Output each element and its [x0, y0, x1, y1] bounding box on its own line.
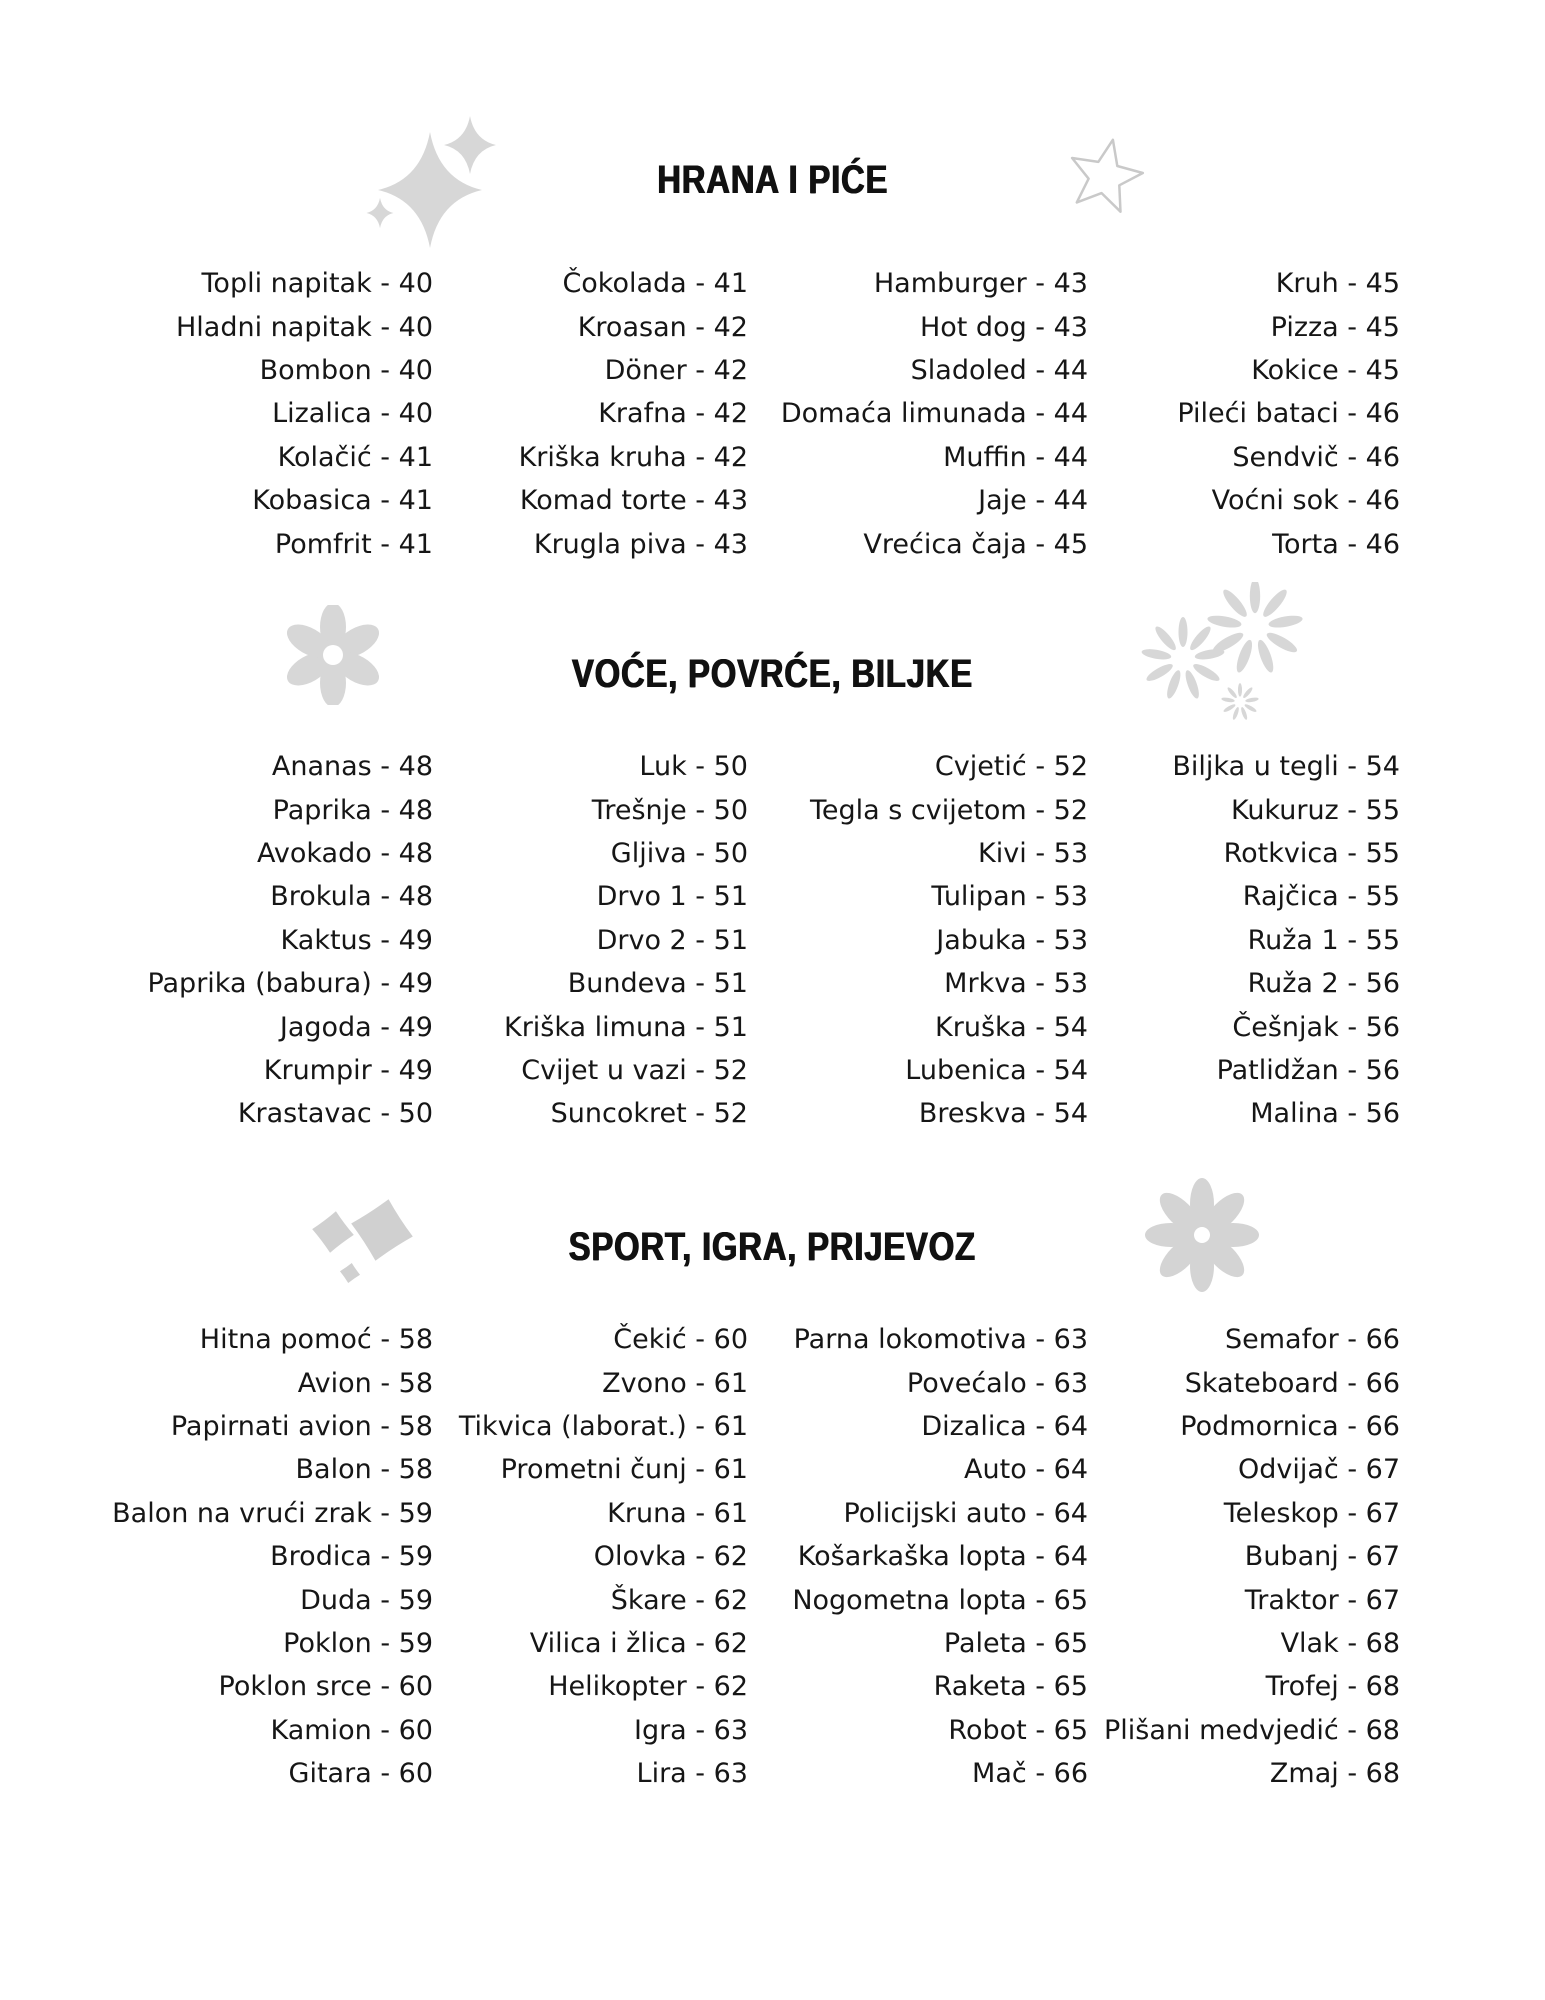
toc-entry: Avokado - 48 [256, 837, 433, 869]
toc-entry: Avion - 58 [297, 1367, 433, 1399]
toc-entry: Gitara - 60 [288, 1758, 433, 1790]
toc-entry: Drvo 2 - 51 [596, 924, 748, 956]
toc-entry: Trešnje - 50 [591, 794, 748, 826]
toc-entry: Biljka u tegli - 54 [1172, 751, 1400, 783]
toc-entry: Tegla s cvijetom - 52 [809, 794, 1088, 826]
toc-entry: Sendvič - 46 [1232, 441, 1400, 473]
toc-entry: Gljiva - 50 [610, 837, 748, 869]
toc-entry: Tulipan - 53 [931, 881, 1088, 913]
toc-column [748, 262, 1088, 566]
toc-entry: Krumpir - 49 [263, 1054, 433, 1086]
toc-entry: Topli napitak - 40 [201, 268, 433, 300]
toc-entry: Komad torte - 43 [519, 485, 748, 517]
section-title-text: VOĆE, POVRĆE, BILJKE [572, 652, 973, 696]
toc-column [433, 745, 748, 1136]
toc-entry: Košarkaška lopta - 64 [797, 1541, 1088, 1573]
toc-entry: Döner - 42 [604, 354, 748, 386]
toc-entry: Kokice - 45 [1251, 354, 1400, 386]
toc-entry: Vrećica čaja - 45 [863, 528, 1088, 560]
toc-entry: Bubanj - 67 [1244, 1541, 1400, 1573]
toc-entry: Poklon srce - 60 [218, 1671, 433, 1703]
toc-column [433, 1318, 748, 1795]
toc-entry: Rajčica - 55 [1242, 881, 1400, 913]
toc-entry: Kukuruz - 55 [1230, 794, 1400, 826]
toc-entry: Brodica - 59 [270, 1541, 433, 1573]
toc-entry: Poklon - 59 [283, 1627, 433, 1659]
toc-entry: Kobasica - 41 [252, 485, 433, 517]
toc-entry: Odvijač - 67 [1237, 1454, 1400, 1486]
toc-column [748, 1318, 1088, 1795]
toc-entry: Sladoled - 44 [910, 354, 1088, 386]
toc-entry: Pomfrit - 41 [274, 528, 433, 560]
toc-entry: Semafor - 66 [1225, 1324, 1400, 1356]
toc-column [1088, 1318, 1400, 1795]
toc-entry: Skateboard - 66 [1184, 1367, 1400, 1399]
toc-entry: Muffin - 44 [943, 441, 1088, 473]
toc-entry: Kivi - 53 [978, 837, 1088, 869]
toc-entry: Duda - 59 [300, 1584, 433, 1616]
toc-entry: Plišani medvjedić - 68 [1104, 1714, 1400, 1746]
toc-column [1088, 745, 1400, 1136]
toc-entry: Luk - 50 [639, 751, 748, 783]
toc-entry: Olovka - 62 [593, 1541, 748, 1573]
toc-entry: Lizalica - 40 [272, 398, 433, 430]
toc-entry: Pizza - 45 [1270, 311, 1400, 343]
toc-entry: Cvijet u vazi - 52 [521, 1054, 748, 1086]
toc-entry: Jaje - 44 [978, 485, 1088, 517]
toc-entry: Parna lokomotiva - 63 [793, 1324, 1088, 1356]
section-title-sport-igra-prijevoz [0, 1225, 1545, 1269]
toc-entry: Paprika - 48 [272, 794, 433, 826]
toc-entry: Dizalica - 64 [921, 1410, 1088, 1442]
toc-entry: Balon - 58 [295, 1454, 433, 1486]
toc-entry: Rotkvica - 55 [1223, 837, 1400, 869]
toc-entry: Vilica i žlica - 62 [529, 1627, 748, 1659]
toc-entry: Vlak - 68 [1280, 1627, 1400, 1659]
toc-entry: Jabuka - 53 [936, 924, 1088, 956]
section-title-text: SPORT, IGRA, PRIJEVOZ [568, 1225, 977, 1269]
toc-entry: Voćni sok - 46 [1211, 485, 1400, 517]
toc-entry: Trofej - 68 [1265, 1671, 1400, 1703]
toc-entry: Hladni napitak - 40 [175, 311, 433, 343]
toc-entry: Kolačić - 41 [277, 441, 433, 473]
toc-entry: Malina - 56 [1250, 1098, 1400, 1130]
toc-entry: Kruh - 45 [1275, 268, 1400, 300]
toc-entry: Bundeva - 51 [567, 968, 748, 1000]
toc-entry: Krafna - 42 [598, 398, 748, 430]
toc-entry: Domaća limunada - 44 [780, 398, 1088, 430]
toc-entry: Zvono - 61 [602, 1367, 748, 1399]
section-title-voce-povrce-biljke [0, 652, 1545, 696]
toc-entry: Povećalo - 63 [906, 1367, 1088, 1399]
toc-entry: Torta - 46 [1272, 528, 1400, 560]
toc-column [433, 262, 748, 566]
toc-entry: Hamburger - 43 [873, 268, 1088, 300]
toc-entry: Paprika (babura) - 49 [147, 968, 433, 1000]
toc-entry: Hot dog - 43 [919, 311, 1088, 343]
toc-entry: Kamion - 60 [270, 1714, 433, 1746]
toc-entry: Jagoda - 49 [279, 1011, 433, 1043]
toc-entry: Prometni čunj - 61 [500, 1454, 748, 1486]
toc-entry: Zmaj - 68 [1269, 1758, 1400, 1790]
toc-column [748, 745, 1088, 1136]
toc-entry: Kruška - 54 [935, 1011, 1088, 1043]
toc-grid-voce-povrce-biljke [95, 745, 1400, 1136]
toc-entry: Helikopter - 62 [548, 1671, 748, 1703]
section-title-hrana-i-pice [0, 158, 1545, 202]
toc-entry: Kruna - 61 [607, 1497, 748, 1529]
toc-entry: Ruža 2 - 56 [1247, 968, 1400, 1000]
toc-entry: Ananas - 48 [271, 751, 433, 783]
toc-entry: Robot - 65 [948, 1714, 1088, 1746]
toc-column [1088, 262, 1400, 566]
toc-entry: Češnjak - 56 [1232, 1011, 1400, 1043]
toc-entry: Teleskop - 67 [1223, 1497, 1400, 1529]
toc-entry: Kriška limuna - 51 [503, 1011, 748, 1043]
toc-column [95, 1318, 433, 1795]
toc-entry: Drvo 1 - 51 [596, 881, 748, 913]
toc-entry: Pileći bataci - 46 [1177, 398, 1400, 430]
toc-entry: Policijski auto - 64 [843, 1497, 1088, 1529]
toc-entry: Tikvica (laborat.) - 61 [458, 1410, 748, 1442]
toc-entry: Čokolada - 41 [562, 268, 748, 300]
toc-entry: Krugla piva - 43 [533, 528, 748, 560]
toc-grid-sport-igra-prijevoz [95, 1318, 1400, 1795]
toc-entry: Lira - 63 [636, 1758, 748, 1790]
toc-entry: Mrkva - 53 [944, 968, 1088, 1000]
toc-entry: Raketa - 65 [933, 1671, 1088, 1703]
toc-entry: Čekić - 60 [613, 1324, 748, 1356]
toc-grid-hrana-i-pice [95, 262, 1400, 566]
toc-entry: Hitna pomoć - 58 [199, 1324, 433, 1356]
toc-entry: Traktor - 67 [1244, 1584, 1400, 1616]
toc-entry: Lubenica - 54 [905, 1054, 1088, 1086]
toc-entry: Kroasan - 42 [577, 311, 748, 343]
toc-entry: Podmornica - 66 [1180, 1410, 1400, 1442]
toc-entry: Brokula - 48 [270, 881, 433, 913]
toc-entry: Krastavac - 50 [237, 1098, 433, 1130]
toc-entry: Papirnati avion - 58 [170, 1410, 433, 1442]
toc-entry: Ruža 1 - 55 [1247, 924, 1400, 956]
toc-entry: Breskva - 54 [918, 1098, 1088, 1130]
toc-entry: Suncokret - 52 [550, 1098, 748, 1130]
toc-entry: Škare - 62 [610, 1584, 748, 1616]
toc-entry: Bombon - 40 [259, 354, 433, 386]
toc-entry: Paleta - 65 [943, 1627, 1088, 1659]
toc-entry: Kriška kruha - 42 [518, 441, 748, 473]
toc-column [95, 745, 433, 1136]
toc-entry: Cvjetić - 52 [934, 751, 1088, 783]
toc-column [95, 262, 433, 566]
toc-entry: Mač - 66 [972, 1758, 1088, 1790]
toc-entry: Kaktus - 49 [280, 924, 433, 956]
toc-entry: Igra - 63 [633, 1714, 748, 1746]
toc-entry: Patlidžan - 56 [1216, 1054, 1400, 1086]
toc-entry: Balon na vrući zrak - 59 [112, 1497, 433, 1529]
section-title-text: HRANA I PIĆE [657, 158, 888, 202]
toc-entry: Auto - 64 [964, 1454, 1088, 1486]
toc-entry: Nogometna lopta - 65 [792, 1584, 1088, 1616]
